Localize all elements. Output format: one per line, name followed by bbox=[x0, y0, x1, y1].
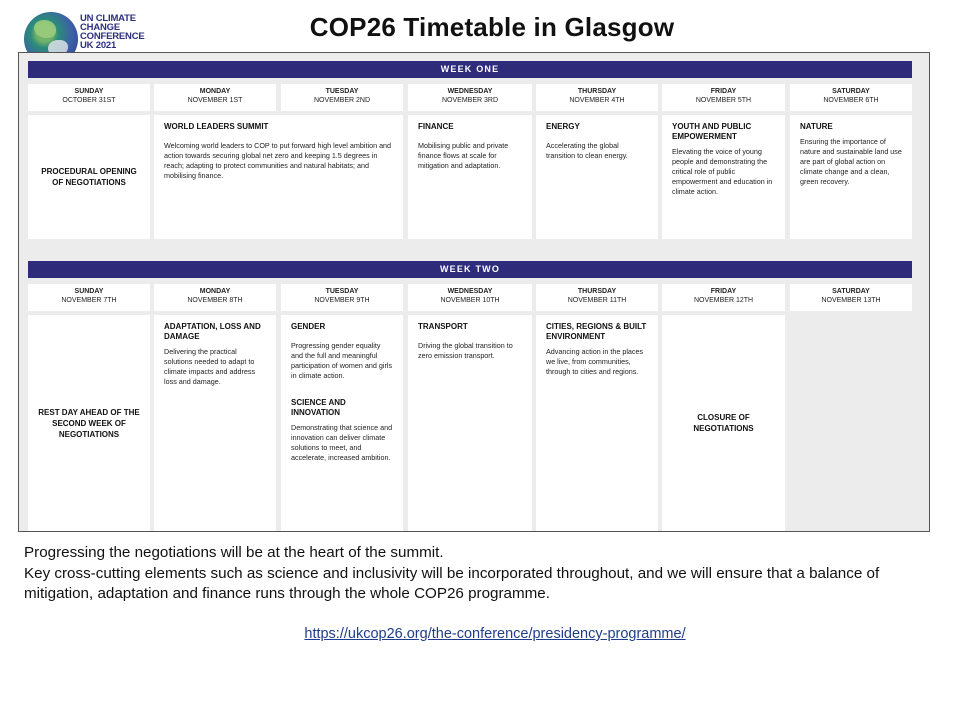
day-header: SATURDAY NOVEMBER 6TH bbox=[790, 84, 912, 111]
day-header: TUESDAY NOVEMBER 9TH bbox=[281, 284, 403, 311]
day-header: WEDNESDAY NOVEMBER 3RD bbox=[408, 84, 532, 111]
timetable bbox=[18, 52, 930, 532]
youth-day: YOUTH AND PUBLIC EMPOWERMENT Elevating the voice of young people and demonstrating the critical role of public empowerment and education in climate action. bbox=[662, 115, 785, 239]
adaptation-day: ADAPTATION, LOSS AND DAMAGE Delivering the practical solutions needed to adapt to climate impacts and address loss and damage. bbox=[154, 315, 276, 531]
day-header: MONDAY NOVEMBER 8TH bbox=[154, 284, 276, 311]
day-header: FRIDAY NOVEMBER 5TH bbox=[662, 84, 785, 111]
day-header: SUNDAY OCTOBER 31ST bbox=[28, 84, 150, 111]
day-header: THURSDAY NOVEMBER 4TH bbox=[536, 84, 658, 111]
day-header: SATURDAY NOVEMBER 13TH bbox=[790, 284, 912, 311]
programme-link[interactable]: https://ukcop26.org/the-conference/presidency-programme/ bbox=[304, 626, 686, 642]
rest-day: REST DAY AHEAD OF THE SECOND WEEK OF NEGOTIATIONS bbox=[28, 315, 150, 531]
energy-day: ENERGY Accelerating the global transition to clean energy. bbox=[536, 115, 658, 239]
procedural-opening: PROCEDURAL OPENING OF NEGOTIATIONS bbox=[28, 115, 150, 239]
page-title: COP26 Timetable in Glasgow bbox=[309, 12, 675, 42]
summary-text: Progressing the negotiations will be at the heart of the summit. Key cross-cutting elements such as science and inclusivity will be incorporated throughout, and we will ensure that a balance of mitigation, adaptation and finance runs through the whole COP26 programme. bbox=[24, 544, 880, 602]
day-header: SUNDAY NOVEMBER 7TH bbox=[28, 284, 150, 311]
day-header: MONDAY NOVEMBER 1ST bbox=[154, 84, 276, 111]
world-leaders-summit: WORLD LEADERS SUMMIT Welcoming world leaders to COP to put forward high level ambition and action towards securing global net zero and keeping 1.5 degrees in reach; adapting to protect communities and natural habitats; and mobilising finance. bbox=[154, 115, 403, 239]
finance-day: FINANCE Mobilising public and private finance flows at scale for mitigation and adaptation. bbox=[408, 115, 532, 239]
closure-of-negotiations: CLOSURE OF NEGOTIATIONS bbox=[662, 315, 785, 531]
cities-day: CITIES, REGIONS & BUILT ENVIRONMENT Advancing action in the places we live, from communities, through to cities and regions. bbox=[536, 315, 658, 531]
logo-wordmark: UN CLIMATE CHANGE CONFERENCE UK 2021 bbox=[80, 13, 145, 51]
programme-link-container bbox=[0, 626, 960, 642]
day-header: FRIDAY NOVEMBER 12TH bbox=[662, 284, 785, 311]
day-header: THURSDAY NOVEMBER 11TH bbox=[536, 284, 658, 311]
saturday-empty-cell bbox=[790, 315, 912, 531]
nature-day: NATURE Ensuring the importance of nature and sustainable land use are part of global action on climate change and a clean, green recovery. bbox=[790, 115, 912, 239]
day-header: TUESDAY NOVEMBER 2ND bbox=[281, 84, 403, 111]
gender-science-day: GENDER Progressing gender equality and the full and meaningful participation of women and girls in climate action. SCIENCE AND INNOVATION Demonstrating that science and innovation can deliver climate solutions to meet, and accelerate, increased ambition. bbox=[281, 315, 403, 531]
transport-day: TRANSPORT Driving the global transition to zero emission transport. bbox=[408, 315, 532, 531]
day-header: WEDNESDAY NOVEMBER 10TH bbox=[408, 284, 532, 311]
week-two-header: WEEK TWO bbox=[28, 261, 912, 278]
week-one-header: WEEK ONE bbox=[28, 61, 912, 78]
